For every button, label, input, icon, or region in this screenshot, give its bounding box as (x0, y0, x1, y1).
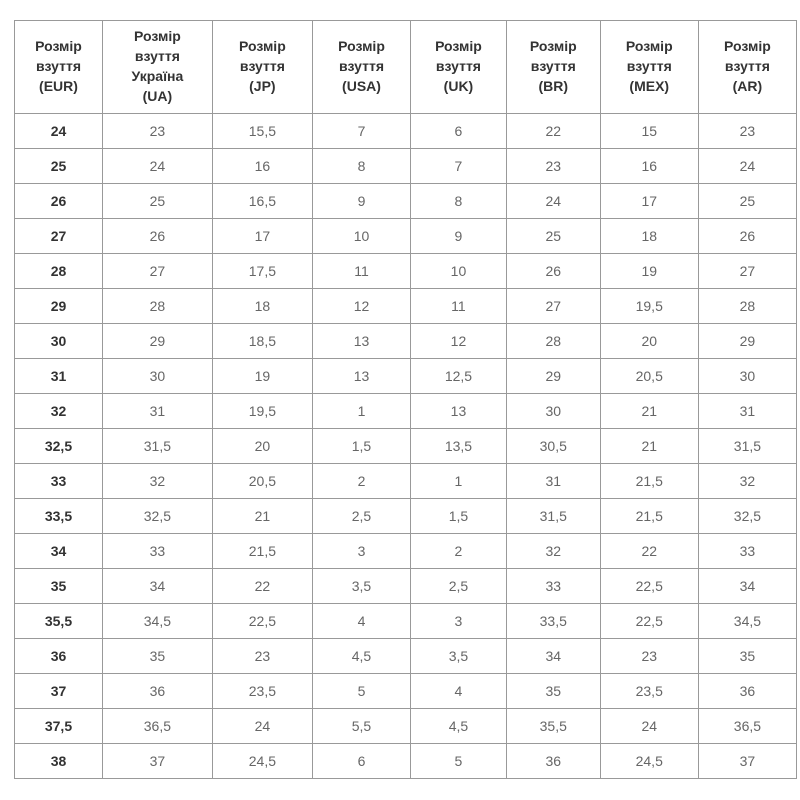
table-cell: 31 (506, 464, 600, 499)
table-cell: 24 (600, 709, 698, 744)
table-cell: 20 (212, 429, 312, 464)
row-label-cell: 25 (15, 149, 103, 184)
table-cell: 31 (698, 394, 796, 429)
table-cell: 19 (600, 254, 698, 289)
table-cell: 32,5 (698, 499, 796, 534)
table-cell: 33 (506, 569, 600, 604)
table-row (15, 429, 797, 464)
table-cell: 26 (506, 254, 600, 289)
row-label-cell: 34 (15, 534, 103, 569)
table-cell: 7 (312, 114, 410, 149)
row-label-cell: 32 (15, 394, 103, 429)
table-cell: 1 (312, 394, 410, 429)
table-cell: 18 (600, 219, 698, 254)
table-cell: 21 (600, 429, 698, 464)
table-cell: 35 (698, 639, 796, 674)
header-cell (312, 21, 410, 114)
table-cell: 21,5 (212, 534, 312, 569)
table-cell: 22 (212, 569, 312, 604)
row-label-cell: 35 (15, 569, 103, 604)
header-cell (600, 21, 698, 114)
table-cell: 20,5 (600, 359, 698, 394)
table-cell: 9 (411, 219, 507, 254)
table-cell: 26 (698, 219, 796, 254)
table-cell: 36 (506, 744, 600, 779)
table-cell: 3,5 (312, 569, 410, 604)
table-cell: 30,5 (506, 429, 600, 464)
table-cell: 12 (312, 289, 410, 324)
row-label-cell: 28 (15, 254, 103, 289)
table-cell: 4 (411, 674, 507, 709)
table-row (15, 184, 797, 219)
table-cell: 24 (506, 184, 600, 219)
table-cell: 24,5 (600, 744, 698, 779)
table-cell: 23 (102, 114, 212, 149)
table-row (15, 709, 797, 744)
table-cell: 33 (698, 534, 796, 569)
table-cell: 24 (102, 149, 212, 184)
table-row (15, 639, 797, 674)
table-cell: 23 (506, 149, 600, 184)
table-cell: 36 (102, 674, 212, 709)
table-cell: 1,5 (411, 499, 507, 534)
header-cell (102, 21, 212, 114)
table-cell: 3 (411, 604, 507, 639)
table-cell: 17 (600, 184, 698, 219)
table-cell: 21,5 (600, 499, 698, 534)
table-cell: 18,5 (212, 324, 312, 359)
table-cell: 22 (600, 534, 698, 569)
row-label-cell: 26 (15, 184, 103, 219)
table-cell: 36,5 (102, 709, 212, 744)
table-cell: 19,5 (600, 289, 698, 324)
table-cell: 16 (212, 149, 312, 184)
table-cell: 5,5 (312, 709, 410, 744)
table-cell: 32 (698, 464, 796, 499)
table-row (15, 534, 797, 569)
table-cell: 13 (312, 359, 410, 394)
row-label-cell: 35,5 (15, 604, 103, 639)
table-cell: 29 (506, 359, 600, 394)
header-cell (15, 21, 103, 114)
header-cell-line: взуття (338, 58, 385, 75)
header-cell-line: взуття (530, 58, 576, 75)
table-cell: 4,5 (312, 639, 410, 674)
table-cell: 25 (506, 219, 600, 254)
table-row (15, 289, 797, 324)
table-cell: 5 (411, 744, 507, 779)
table-cell: 35 (506, 674, 600, 709)
header-cell-line: Розмір (724, 38, 771, 55)
header-cell-line: Розмір (35, 38, 82, 55)
table-cell: 10 (411, 254, 507, 289)
table-cell: 16,5 (212, 184, 312, 219)
table-cell: 25 (102, 184, 212, 219)
table-header (15, 21, 797, 114)
table-cell: 20,5 (212, 464, 312, 499)
size-table-container (14, 20, 797, 779)
table-row (15, 114, 797, 149)
table-row (15, 394, 797, 429)
table-cell: 21,5 (600, 464, 698, 499)
table-cell: 22 (506, 114, 600, 149)
row-label-cell: 32,5 (15, 429, 103, 464)
table-row (15, 219, 797, 254)
row-label-cell: 33,5 (15, 499, 103, 534)
table-cell: 13 (312, 324, 410, 359)
table-cell: 37 (102, 744, 212, 779)
table-cell: 17,5 (212, 254, 312, 289)
shoe-size-conversion-table (14, 20, 797, 779)
table-cell: 12 (411, 324, 507, 359)
row-label-cell: 38 (15, 744, 103, 779)
header-cell-line: Розмір (625, 38, 673, 55)
table-cell: 28 (506, 324, 600, 359)
table-cell: 33 (102, 534, 212, 569)
table-row (15, 359, 797, 394)
table-cell: 32,5 (102, 499, 212, 534)
table-cell: 26 (102, 219, 212, 254)
table-cell: 21 (212, 499, 312, 534)
row-label-cell: 37 (15, 674, 103, 709)
table-cell: 7 (411, 149, 507, 184)
table-cell: 2,5 (312, 499, 410, 534)
table-row (15, 324, 797, 359)
table-cell: 23,5 (600, 674, 698, 709)
header-cell (698, 21, 796, 114)
table-cell: 17 (212, 219, 312, 254)
header-cell-line: Розмір (134, 28, 181, 45)
table-cell: 27 (698, 254, 796, 289)
header-cell-line: (MEX) (629, 77, 670, 94)
header-cell-line: взуття (724, 58, 770, 75)
table-cell: 4,5 (411, 709, 507, 744)
table-row (15, 464, 797, 499)
row-label-cell: 27 (15, 219, 103, 254)
header-cell (212, 21, 312, 114)
table-cell: 31,5 (698, 429, 796, 464)
header-cell-line: Розмір (529, 38, 577, 55)
header-cell-line: (AR) (732, 77, 763, 94)
table-row (15, 499, 797, 534)
table-cell: 36,5 (698, 709, 796, 744)
table-cell: 3 (312, 534, 410, 569)
table-cell: 13 (411, 394, 507, 429)
table-cell: 9 (312, 184, 410, 219)
table-cell: 21 (600, 394, 698, 429)
table-cell: 37 (698, 744, 796, 779)
header-cell-line: (BR) (538, 77, 569, 94)
table-cell: 23 (212, 639, 312, 674)
header-cell-line: взуття (239, 58, 285, 75)
table-cell: 29 (698, 324, 796, 359)
header-cell-line: взуття (435, 58, 481, 75)
table-cell: 34,5 (102, 604, 212, 639)
table-row (15, 254, 797, 289)
row-label-cell: 24 (15, 114, 103, 149)
table-cell: 11 (411, 289, 507, 324)
table-cell: 29 (102, 324, 212, 359)
header-cell-line: (UA) (142, 87, 173, 104)
table-cell: 28 (102, 289, 212, 324)
row-label-cell: 36 (15, 639, 103, 674)
table-cell: 4 (312, 604, 410, 639)
table-cell: 31 (102, 394, 212, 429)
header-cell-line: (JP) (249, 77, 276, 94)
row-label-cell: 33 (15, 464, 103, 499)
header-cell-line: взуття (134, 48, 180, 65)
header-cell-line: Розмір (338, 38, 385, 55)
table-cell: 34,5 (698, 604, 796, 639)
table-cell: 19,5 (212, 394, 312, 429)
header-cell-line: Україна (131, 68, 184, 84)
table-cell: 11 (312, 254, 410, 289)
table-cell: 8 (411, 184, 507, 219)
table-cell: 24 (698, 149, 796, 184)
table-cell: 19 (212, 359, 312, 394)
row-label-cell: 29 (15, 289, 103, 324)
table-cell: 23 (600, 639, 698, 674)
table-cell: 24 (212, 709, 312, 744)
table-cell: 2 (411, 534, 507, 569)
header-cell-line: взуття (35, 58, 82, 75)
table-cell: 16 (600, 149, 698, 184)
table-cell: 35 (102, 639, 212, 674)
table-cell: 30 (698, 359, 796, 394)
table-cell: 25 (698, 184, 796, 219)
table-cell: 30 (506, 394, 600, 429)
table-cell: 5 (312, 674, 410, 709)
row-label-cell: 37,5 (15, 709, 103, 744)
table-cell: 12,5 (411, 359, 507, 394)
table-cell: 31,5 (102, 429, 212, 464)
table-cell: 23,5 (212, 674, 312, 709)
header-cell (411, 21, 507, 114)
row-label-cell: 31 (15, 359, 103, 394)
table-cell: 27 (506, 289, 600, 324)
table-cell: 2 (312, 464, 410, 499)
row-label-cell: 30 (15, 324, 103, 359)
table-row (15, 569, 797, 604)
table-cell: 34 (698, 569, 796, 604)
table-cell: 30 (102, 359, 212, 394)
header-cell-line: Розмір (238, 38, 286, 55)
table-cell: 27 (102, 254, 212, 289)
table-cell: 20 (600, 324, 698, 359)
table-cell: 32 (506, 534, 600, 569)
table-cell: 31,5 (506, 499, 600, 534)
header-cell-line: (USA) (342, 77, 381, 94)
table-cell: 15,5 (212, 114, 312, 149)
header-cell (506, 21, 600, 114)
table-cell: 24,5 (212, 744, 312, 779)
table-cell: 22,5 (600, 604, 698, 639)
header-cell-line: (UK) (443, 77, 474, 94)
table-cell: 22,5 (212, 604, 312, 639)
table-cell: 23 (698, 114, 796, 149)
table-cell: 6 (411, 114, 507, 149)
table-cell: 1,5 (312, 429, 410, 464)
table-cell: 3,5 (411, 639, 507, 674)
table-cell: 2,5 (411, 569, 507, 604)
header-row (15, 21, 797, 114)
table-row (15, 604, 797, 639)
table-cell: 13,5 (411, 429, 507, 464)
table-row (15, 744, 797, 779)
table-cell: 1 (411, 464, 507, 499)
table-cell: 8 (312, 149, 410, 184)
table-cell: 6 (312, 744, 410, 779)
table-cell: 10 (312, 219, 410, 254)
table-cell: 22,5 (600, 569, 698, 604)
table-cell: 35,5 (506, 709, 600, 744)
table-cell: 32 (102, 464, 212, 499)
header-cell-line: (EUR) (39, 77, 78, 94)
table-row (15, 149, 797, 184)
table-row (15, 674, 797, 709)
header-cell-line: взуття (626, 58, 672, 75)
table-cell: 33,5 (506, 604, 600, 639)
table-body (15, 114, 797, 779)
table-cell: 34 (506, 639, 600, 674)
table-cell: 15 (600, 114, 698, 149)
table-cell: 18 (212, 289, 312, 324)
table-cell: 34 (102, 569, 212, 604)
header-cell-line: Розмір (435, 38, 482, 55)
table-cell: 36 (698, 674, 796, 709)
table-cell: 28 (698, 289, 796, 324)
